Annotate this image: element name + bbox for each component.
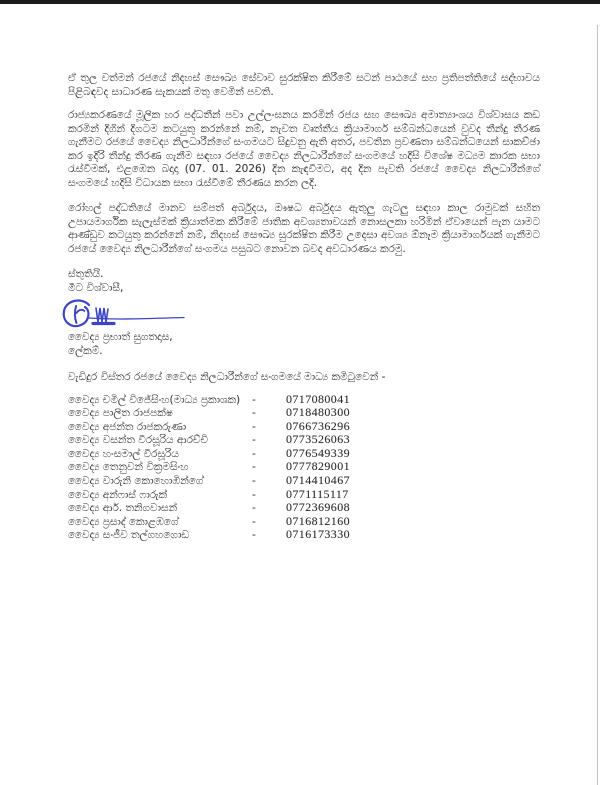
contact-phone: 0772369608 <box>286 500 350 515</box>
closing-line: මීට විශ්වාසී, <box>68 281 124 294</box>
contact-name: වෛද්‍ය චමිල් විජේසිංහ(මාධ්‍ය ප්‍රකාශක) <box>68 393 241 406</box>
scan-top-edge <box>0 0 600 4</box>
contact-name: වෛද්‍ය සංජීව තල්ගහගොඩ <box>68 529 190 542</box>
contact-phone: 0766736296 <box>286 418 350 433</box>
contact-phone: 0716173330 <box>286 527 350 542</box>
contact-name: වෛද්‍ය වසන්ත වීරසූරිය ආරච්චි <box>68 434 209 447</box>
contact-separator: - <box>252 502 256 515</box>
contact-name: වෛද්‍ය අජන්ත රාජකරුණා <box>68 420 187 433</box>
contact-separator: - <box>252 488 256 501</box>
contact-row <box>68 433 540 447</box>
contact-phone: 0714410467 <box>286 473 350 488</box>
contact-row <box>68 488 540 502</box>
contact-row <box>68 515 540 529</box>
signature-ink <box>60 296 540 331</box>
contact-row <box>68 420 540 434</box>
contact-separator: - <box>252 461 256 474</box>
contacts-list <box>68 393 540 543</box>
thanks-line: ස්තුතියි. <box>68 268 104 280</box>
contacts-heading: වැඩිදුර විස්තර රජයේ වෛද්‍ය නිලධාරීන්ගේ සංගමයේ මාධ්‍ය කමිටුවෙන් - <box>68 371 386 383</box>
contact-phone: 0773526063 <box>286 432 350 447</box>
contact-name: වෛද්‍ය වාරුනි කොහොඹින්ගේ <box>68 475 204 488</box>
signatory-title: ලේකම්. <box>68 344 103 357</box>
scan-right-edge <box>597 25 598 785</box>
contact-phone: 0777829001 <box>286 459 350 474</box>
contact-row <box>68 474 540 488</box>
contact-row <box>68 528 540 542</box>
letter-body <box>68 72 540 542</box>
contact-name: වෛද්‍ය ප්‍රසාද් කොළඹගේ <box>68 515 179 528</box>
contact-name: වෛද්‍ය පාලිත රාජපක්ෂ <box>68 407 173 420</box>
contact-separator: - <box>252 529 256 542</box>
contact-row <box>68 406 540 420</box>
contact-row <box>68 393 540 407</box>
contact-phone: 0718480300 <box>286 405 350 420</box>
contact-name: වෛද්‍ය හංසමාල් වීරසූරිය <box>68 447 179 460</box>
contact-name: වෛද්‍ය ආර්. තනිගවාසන් <box>68 502 178 515</box>
contact-separator: - <box>252 447 256 460</box>
contact-name: වෛද්‍ය තෙනුවන් වික්‍රමසිංහ <box>68 461 189 474</box>
contact-name: වෛද්‍ය අන්ෆාස් ෆාරුක් <box>68 488 168 501</box>
contact-phone: 0716812160 <box>286 513 350 528</box>
contact-separator: - <box>252 407 256 420</box>
contact-separator: - <box>252 434 256 447</box>
contact-phone: 0771115117 <box>286 486 349 501</box>
paragraph-1: ඒ තුල වත්මන් රජයේ නිදහස් සෞඛ්‍ය සේවාව සුරක්ෂිත කිරීමේ සටන් පාඨයේ සහ ප්‍රතිපත්තියේ සද්භාවය පිළිබඳවද සාධාරණ සැකයක් මතු වෙමින් පවති. <box>68 72 540 98</box>
contact-phone: 0776549339 <box>286 445 350 460</box>
paragraph-3: රෝහල් පද්ධතියේ මානව සම්පත් අර්බුදය, ඖෂධ අර්බුදය ඇතුලු ගැටලු සඳහා කාල රාමුවක් සහිත උපායමාර්ගික සැලැස්මක් ක්‍රියාත්මක කිරීමේ ජාතික අවශ්‍යතාවයන් නොසලකා හරිමින් ඒවායෙන් පැන යාමට ආණ්ඩුව කටයුතු කරන්නේ නම්, නිදහස් සෞඛ්‍ය සුරක්ෂිත කිරීම උදෙසා අවශ්‍ය ඕනෑම ක්‍රියාමාර්ගයක් ගැනීමට රජයේ වෛද්‍ය නිලධාරීන්ගේ සංගමය පසුබට නොවන බවද අවධාරණය කරමු. <box>68 202 540 255</box>
signatory-name: වෛද්‍ය ප්‍රභාත් සුගතදාස, <box>68 331 173 343</box>
contact-row <box>68 501 540 515</box>
contact-row <box>68 447 540 461</box>
contact-separator: - <box>252 475 256 488</box>
paragraph-2: රාජ්‍යකරණයේ මූලික හර පද්ධතීන් පවා උල්ලංඝනය කරමින් රජය සහ සෞඛ්‍ය අමාත්‍යාංශය විශ්වාසය කඩ කරමින් දිගින් දිගටම කටයුතු කරන්නේ නම්, නැවත වෘත්තීය ක්‍රියාමාර්ග සම්බන්ධයෙන් වුවද තීන්දු තීරණ ගැනීමට රජයේ වෛද්‍ය නිලධාරීන්ගේ සංගමයට සිදුවනු ඇති අතර, පවතින ප්‍රවණතා සම්බන්ධයෙන් සාකච්ඡා කර ඉදිරි තීන්දු තීරණ ගැනීම සඳහා රජයේ වෛද්‍ය නිලධාරීන්ගේ සංගමයේ හදිසි විශේෂ මධ්‍යම කාරක සභා රැස්වීමක්, එළඹෙන බදාදා (07. 01. 2026) දින කැඳවීමට, අද දින පැවති රජයේ වෛද්‍ය නිලධාරීන්ගේ සංගමයේ හදිසි විධායක සභා රැස්වීමේ තීරණය කරන ලදි. <box>68 109 540 189</box>
contact-separator: - <box>252 515 256 528</box>
contact-phone: 0717080041 <box>286 391 350 406</box>
contact-separator: - <box>252 393 256 406</box>
contact-row <box>68 460 540 474</box>
contact-separator: - <box>252 420 256 433</box>
